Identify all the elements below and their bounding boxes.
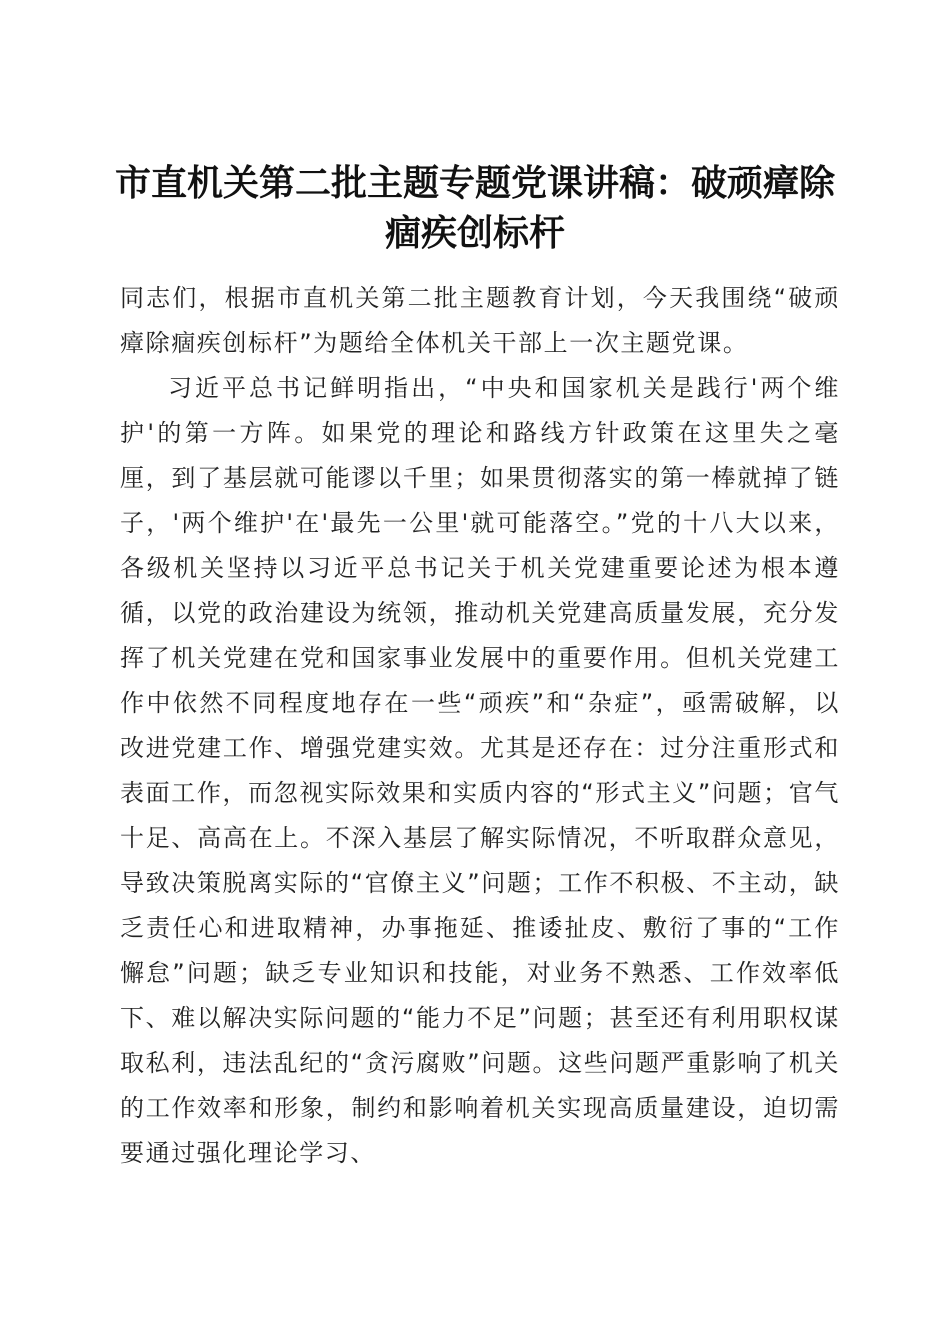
document-body bbox=[120, 276, 840, 1176]
body-paragraph: 习近平总书记鲜明指出，“中央和国家机关是践行'两个维护'的第一方阵。如果党的理论和路线方针政策在这里失之毫厘，到了基层就可能谬以千里；如果贯彻落实的第一棒就掉了链子，'两个维护'在'最先一公里'就可能落空。”党的十八大以来，各级机关坚持以习近平总书记关于机关党建重要论述为根本遵循，以党的政治建设为统领，推动机关党建高质量发展，充分发挥了机关党建在党和国家事业发展中的重要作用。但机关党建工作中依然不同程度地存在一些“顽疾”和“杂症”，亟需破解，以改进党建工作、增强党建实效。尤其是还存在：过分注重形式和表面工作，而忽视实际效果和实质内容的“形式主义”问题；官气十足、高高在上。不深入基层了解实际情况，不听取群众意见，导致决策脱离实际的“官僚主义”问题；工作不积极、不主动，缺乏责任心和进取精神，办事拖延、推诿扯皮、敷衍了事的“工作懈怠”问题；缺乏专业知识和技能，对业务不熟悉、工作效率低下、难以解决实际问题的“能力不足”问题；甚至还有利用职权谋取私利，违法乱纪的“贪污腐败”问题。这些问题严重影响了机关的工作效率和形象，制约和影响着机关实现高质量建设，迫切需要通过强化理论学习、 bbox=[120, 374, 840, 1167]
document-title: 市直机关第二批主题专题党课讲稿：破顽瘴除痼疾创标杆 bbox=[114, 162, 835, 255]
opening-paragraph: 同志们，根据市直机关第二批主题教育计划，今天我围绕“破顽瘴除痼疾创标杆”为题给全体机关干部上一次主题党课。 bbox=[120, 284, 840, 357]
